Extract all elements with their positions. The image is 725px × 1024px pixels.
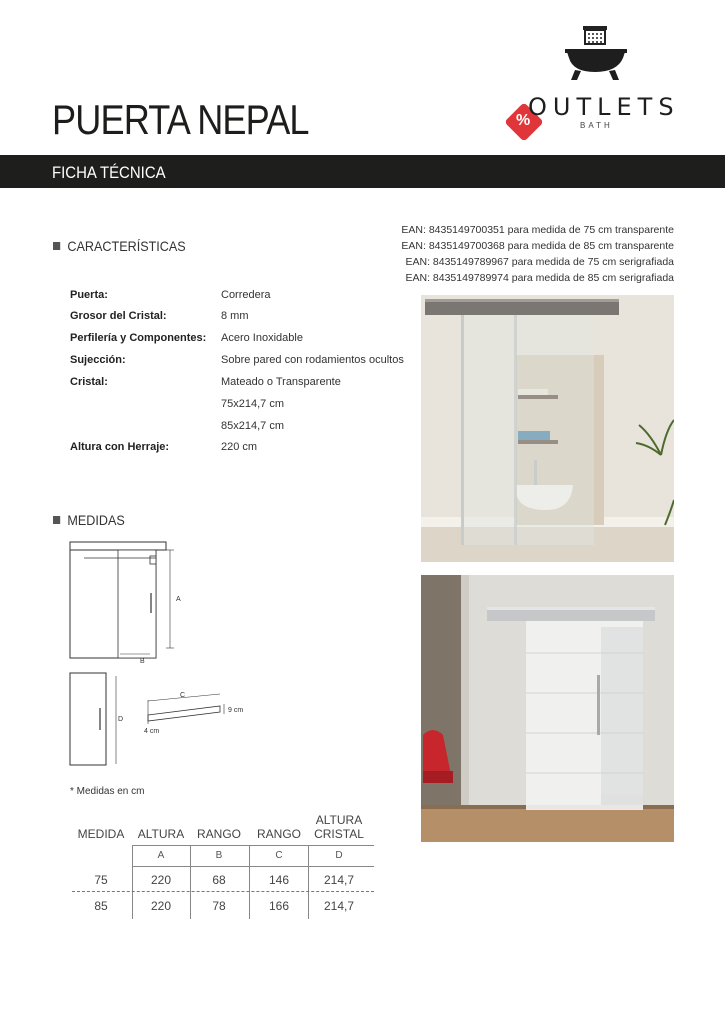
spec-label: Cristal: — [70, 376, 108, 388]
spec-value: Corredera — [221, 289, 271, 301]
spec-label: Altura con Herraje: — [70, 441, 170, 453]
table-rule — [72, 891, 374, 892]
table-rule — [308, 845, 309, 919]
table-subheader: B — [215, 850, 223, 861]
measures-note: * Medidas en cm — [70, 786, 145, 797]
table-subheader: C — [275, 850, 283, 861]
table-header: MEDIDA — [77, 827, 125, 841]
page-title: PUERTA NEPAL — [52, 96, 309, 143]
logo-subtext: BATH — [580, 121, 613, 130]
spec-label: Perfilería y Componentes: — [70, 332, 207, 344]
spec-value: Mateado o Transparente — [221, 376, 341, 388]
spec-value: 220 cm — [221, 441, 258, 453]
dim-label-nine: 9 cm — [228, 707, 244, 714]
table-cell: 85 — [94, 899, 108, 913]
spec-label: Sujección: — [70, 354, 126, 366]
spec-value: Sobre pared con rodamientos ocultos — [221, 354, 404, 366]
table-cell: 78 — [212, 899, 226, 913]
table-subheader: A — [157, 850, 165, 861]
dim-label-a: A — [176, 596, 181, 603]
spec-value: 75x214,7 cm — [221, 398, 284, 410]
dimension-diagram — [60, 538, 260, 773]
percent-icon: % — [516, 112, 531, 129]
ean-line: EAN: 8435149789967 para medida de 75 cm serigrafiada — [405, 256, 674, 268]
table-rule — [132, 866, 374, 867]
spec-label: Grosor del Cristal: — [70, 310, 167, 322]
band-label: FICHA TÉCNICA — [52, 163, 166, 182]
table-rule — [132, 845, 374, 846]
table-cell: 214,7 — [323, 873, 355, 887]
measures-heading: MEDIDAS — [53, 512, 125, 528]
ean-line: EAN: 8435149789974 para medida de 85 cm serigrafiada — [405, 272, 674, 284]
dim-label-four: 4 cm — [144, 728, 160, 735]
table-cell: 75 — [94, 873, 108, 887]
table-cell: 166 — [268, 899, 290, 913]
table-cell: 214,7 — [323, 899, 355, 913]
spec-value: Acero Inoxidable — [221, 332, 303, 344]
table-header: ALTURA — [137, 827, 185, 841]
table-header: ALTURA CRISTAL — [314, 813, 364, 841]
spec-value: 8 mm — [221, 310, 249, 322]
table-cell: 68 — [212, 873, 226, 887]
spec-value: 85x214,7 cm — [221, 420, 284, 432]
section-band — [0, 155, 725, 188]
table-subheader: D — [335, 850, 343, 861]
dim-label-c: C — [180, 692, 186, 699]
spec-label: Puerta: — [70, 289, 108, 301]
logo-text: OUTLETS — [528, 93, 680, 121]
table-header: RANGO — [256, 827, 301, 841]
ean-line: EAN: 8435149700368 para medida de 85 cm transparente — [401, 240, 674, 252]
table-cell: 220 — [150, 899, 172, 913]
table-header: RANGO — [196, 827, 241, 841]
dim-label-d: D — [118, 716, 124, 723]
ean-line: EAN: 8435149700351 para medida de 75 cm transparente — [401, 224, 674, 236]
bullet-square-icon — [53, 516, 60, 524]
table-cell: 220 — [150, 873, 172, 887]
dim-label-b: B — [140, 658, 145, 665]
product-photo-transparent — [421, 295, 674, 562]
product-photo-frosted — [421, 575, 674, 842]
bullet-square-icon — [53, 242, 60, 250]
table-cell: 146 — [268, 873, 290, 887]
features-heading: CARACTERÍSTICAS — [53, 238, 186, 254]
